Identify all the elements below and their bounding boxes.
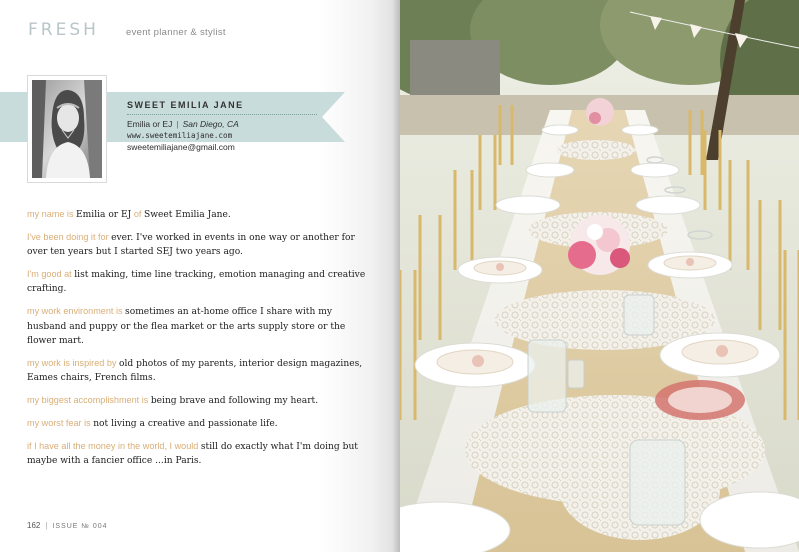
profile-location: San Diego, CA: [182, 119, 239, 129]
interview-qa: [27, 208, 372, 477]
qa-answer: being brave and following my heart.: [150, 395, 319, 406]
qa-answer: Emilia or EJ: [76, 210, 132, 220]
qa-question: my worst fear is: [27, 417, 91, 428]
qa-answer: sometimes an at-home office I share with my husband and puppy or the flea market or the arts supply store or the flower mart.: [27, 307, 346, 346]
portrait-image: [32, 80, 102, 178]
qa-answer: not living a creative and passionate life.: [93, 418, 278, 429]
qa-item: [27, 268, 372, 297]
right-page-photo: [400, 0, 799, 552]
profile-alias-row: [127, 119, 337, 130]
dotted-divider: [127, 114, 317, 115]
qa-question: my name is: [27, 209, 74, 219]
qa-item: [27, 357, 372, 386]
masthead: [28, 20, 99, 40]
profile-email[interactable]: sweetemiliajane@gmail.com: [127, 142, 235, 152]
qa-answer: still do exactly what I'm doing but maybe with a fancier office ...in Paris.: [27, 441, 358, 467]
qa-answer: ever. I've worked in events in one way or another for over ten years but I started SEJ two years ago.: [27, 232, 355, 258]
qa-question: I've been doing it for: [27, 231, 109, 242]
qa-item: [27, 305, 372, 348]
qa-item: [27, 417, 372, 431]
qa-answer-continued: Sweet Emilia Jane.: [143, 210, 231, 220]
folio-separator: |: [45, 521, 48, 530]
qa-answer: old photos of my parents, interior design magazines, Eames chairs, French films.: [27, 358, 363, 384]
profile-block: [127, 100, 337, 153]
table-setting-photo: [400, 0, 799, 552]
qa-question: my work environment is: [27, 306, 123, 317]
page-number: 162: [27, 521, 41, 530]
qa-question-joiner: of: [133, 209, 142, 219]
qa-question: my biggest accomplishment is: [27, 394, 149, 405]
page-folio: [27, 521, 108, 530]
qa-item: [27, 231, 372, 260]
issue-number: ISSUE № 004: [52, 523, 108, 530]
profile-photo: [28, 76, 106, 182]
qa-answer: list making, time line tracking, emotion managing and creative crafting.: [27, 270, 366, 295]
qa-question: my work is inspired by: [27, 357, 117, 368]
profile-website[interactable]: www.sweetemiliajane.com: [127, 131, 233, 140]
qa-question: I'm good at: [27, 269, 72, 280]
profile-name: SWEET EMILIA JANE: [127, 100, 244, 110]
qa-item: [27, 440, 372, 469]
profile-separator: |: [176, 119, 179, 129]
section-title: FRESH: [28, 20, 99, 40]
qa-question: if I have all the money in the world, I would: [27, 440, 199, 451]
qa-item: [27, 208, 372, 222]
qa-item: [27, 394, 372, 408]
profile-alias: Emilia or EJ: [127, 119, 173, 129]
section-tagline: event planner & stylist: [126, 27, 226, 38]
